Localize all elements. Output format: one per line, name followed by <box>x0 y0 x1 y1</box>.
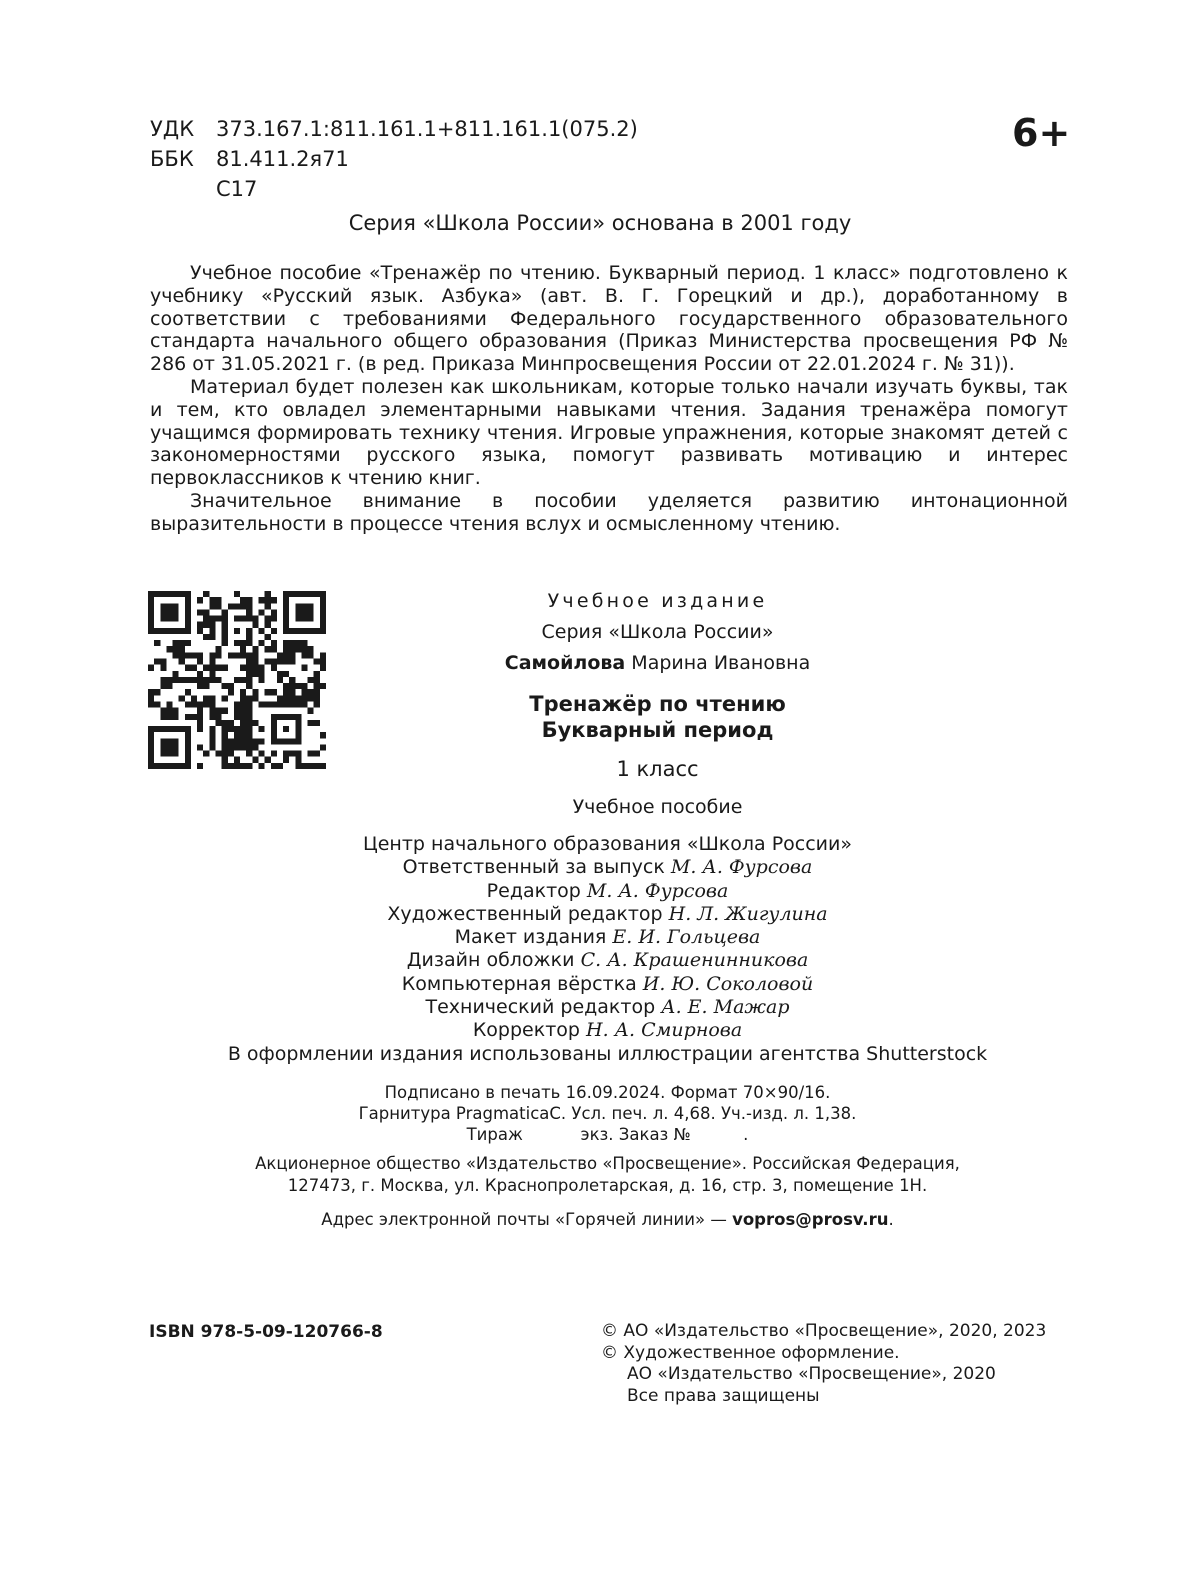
printing-details <box>150 1082 1065 1145</box>
credit-role: Корректор <box>472 1019 580 1042</box>
author-surname: Самойлова <box>504 652 626 674</box>
credit-row <box>150 973 1065 996</box>
annotation-paragraph: Учебное пособие «Тренажёр по чтению. Букварный период. 1 класс» подготовлено к учебнику «Русский язык. Азбука» (авт. В. Г. Горецкий и др.), доработанному в соответствии с требованиями Федерального государственного образовательного стандарта начального общего образования (Приказ Министерства просвещения РФ № 286 от 31.05.2021 г. (в ред. Приказа Минпросвещения России от 22.01.2024 г. № 31)). <box>150 262 1068 376</box>
credit-role: Дизайн обложки <box>406 949 575 972</box>
edition-type: Учебное издание <box>547 590 768 612</box>
annotation <box>150 262 1068 536</box>
credit-person: Н. Л. Жигулина <box>668 902 828 925</box>
hotline-email <box>150 1209 1065 1231</box>
age-rating: 6+ <box>1012 111 1071 155</box>
printing-line: Подписано в печать 16.09.2024. Формат 70×90/16. <box>384 1083 831 1102</box>
credit-row <box>150 996 1065 1019</box>
credit-row <box>150 903 1065 926</box>
isbn: ISBN 978-5-09-120766-8 <box>149 1322 383 1342</box>
annotation-paragraph: Значительное внимание в пособии уделяется развитию интонационной выразительности в процессе чтения вслух и осмысленному чтению. <box>150 489 1068 535</box>
publisher-address <box>150 1153 1065 1197</box>
credit-person: Е. И. Гольцева <box>612 926 761 949</box>
book-type: Учебное пособие <box>572 796 743 818</box>
publishing-center: Центр начального образования «Школа России» <box>362 833 853 855</box>
copyright-line: © Художественное оформление. <box>601 1342 900 1363</box>
publisher-line: Акционерное общество «Издательство «Просвещение». Российская Федерация, <box>255 1154 960 1173</box>
udk-label: УДК <box>150 117 195 141</box>
author-given-names: Марина Ивановна <box>631 652 811 674</box>
credit-role: Художественный редактор <box>387 902 663 925</box>
classification-block <box>150 114 638 204</box>
copyright <box>601 1321 1046 1408</box>
imprint-series: Серия «Школа России» <box>541 621 774 643</box>
credit-row <box>150 1019 1065 1042</box>
credit-role: Ответственный за выпуск <box>402 856 665 879</box>
title-line: Тренажёр по чтению <box>529 692 786 716</box>
credit-row <box>150 880 1065 903</box>
printing-line: Гарнитура PragmaticaC. Усл. печ. л. 4,68. Уч.-изд. л. 1,38. <box>358 1104 857 1123</box>
annotation-paragraph: Материал будет полезен как школьникам, которые только начали изучать буквы, так и тем, кто овладел элементарными навыками чтения. Задания тренажёра помогут учащимся формировать технику чтения. Игровые упражнения, которые знакомят детей с закономерностями русского языка, помогут развивать мотивацию и интерес первоклассников к чтению книг. <box>150 375 1068 490</box>
credit-person: И. Ю. Соколовой <box>642 972 814 995</box>
printing-line: Тираж экз. Заказ № . <box>466 1125 749 1144</box>
copyright-line: © АО «Издательство «Просвещение», 2020, 2023 <box>601 1321 1047 1341</box>
email-address: vopros@prosv.ru <box>732 1210 889 1229</box>
author <box>300 651 1015 675</box>
credit-row <box>150 926 1065 949</box>
credit-person: Н. А. Смирнова <box>586 1019 743 1042</box>
book-title <box>300 691 1015 743</box>
credit-person: С. А. Крашенинникова <box>580 949 809 972</box>
bbk-label: ББК <box>150 147 194 171</box>
author-mark: С17 <box>216 177 258 201</box>
credit-role: Редактор <box>486 879 581 902</box>
credit-row <box>150 949 1065 972</box>
bbk-value: 81.411.2я71 <box>216 147 349 171</box>
copyright-line: АО «Издательство «Просвещение», 2020 <box>627 1364 996 1385</box>
illustrations-note: В оформлении издания использованы иллюстрации агентства Shutterstock <box>227 1042 988 1065</box>
credit-row <box>150 856 1065 879</box>
publisher-line: 127473, г. Москва, ул. Краснопролетарская, д. 16, стр. 3, помещение 1Н. <box>287 1176 928 1195</box>
udk-value: 373.167.1:811.161.1+811.161.1(075.2) <box>216 117 638 141</box>
credits <box>150 833 1065 1066</box>
series-note: Серия «Школа России» основана в 2001 году <box>348 211 852 235</box>
grade: 1 класс <box>616 757 699 781</box>
credit-role: Макет издания <box>454 926 607 949</box>
title-line: Букварный период <box>541 718 774 742</box>
hotline-label: Адрес электронной почты «Горячей линии» — <box>321 1210 727 1229</box>
hotline-tail: . <box>888 1210 894 1229</box>
credit-role: Компьютерная вёрстка <box>401 972 637 995</box>
credit-role: Технический редактор <box>425 996 656 1019</box>
credit-person: А. Е. Мажар <box>661 996 790 1019</box>
credit-person: М. А. Фурсова <box>586 879 729 902</box>
copyright-line: Все права защищены <box>627 1386 820 1407</box>
credit-person: М. А. Фурсова <box>670 856 813 879</box>
